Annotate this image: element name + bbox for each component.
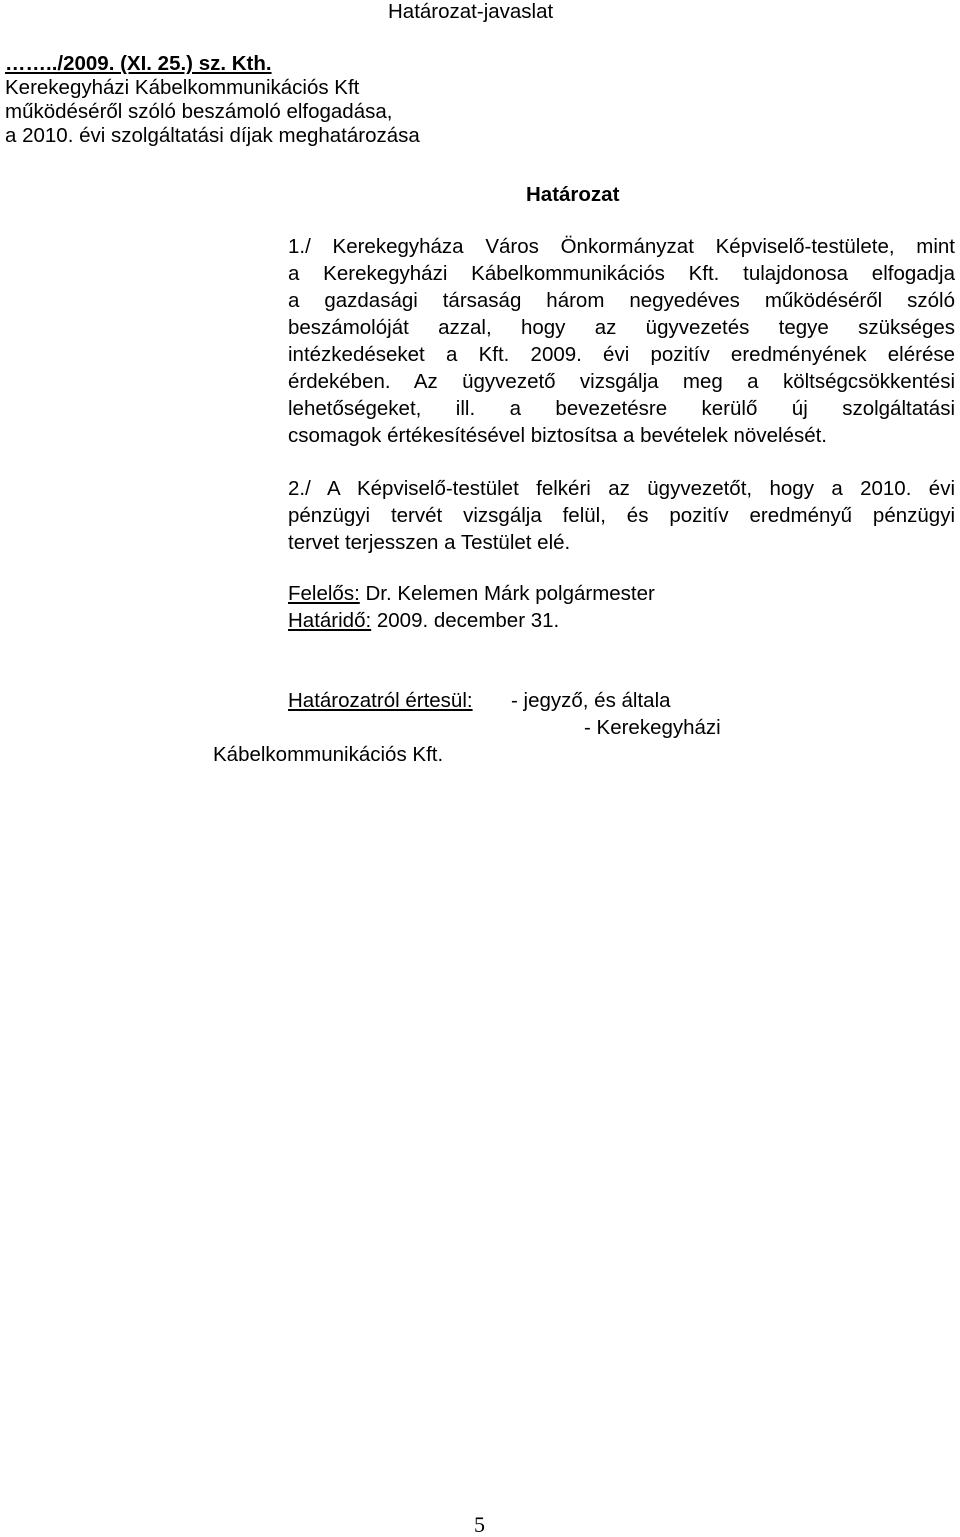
title-line-2: működéséről szóló beszámoló elfogadása, <box>5 100 393 123</box>
deadline-line <box>288 607 559 635</box>
point-1-line: érdekében. Az ügyvezető vizsgálja meg a költségcsökkentési <box>288 370 955 393</box>
point-1-line: intézkedéseket a Kft. 2009. évi pozitív eredményének elérése <box>288 343 955 366</box>
resolution-title-block <box>5 52 420 148</box>
title-line-3: a 2010. évi szolgáltatási díjak meghatározása <box>5 124 420 147</box>
point-1-line: beszámolóját azzal, hogy az ügyvezetés tegye szükséges <box>288 316 955 339</box>
point-1-line: a Kerekegyházi Kábelkommunikációs Kft. tulajdonosa elfogadja <box>288 262 955 285</box>
point-1-line: a gazdasági társaság három negyedéves működéséről szóló <box>288 289 955 312</box>
title-line-1: Kerekegyházi Kábelkommunikációs Kft <box>5 76 360 99</box>
notification-recipient-1: - jegyző, és általa <box>511 689 671 712</box>
resolution-point-1 <box>288 233 955 449</box>
resolution-number: ……../2009. (XI. 25.) sz. Kth. <box>5 52 272 75</box>
responsible-label: Felelős: <box>288 582 360 605</box>
point-2-line: tervet terjesszen a Testület elé. <box>288 531 571 554</box>
responsible-value: Dr. Kelemen Márk polgármester <box>359 582 655 605</box>
deadline-value: 2009. december 31. <box>371 609 560 632</box>
deadline-label: Határidő: <box>288 609 372 632</box>
point-2-line: 2./ A Képviselő-testület felkéri az ügyvezetőt, hogy a 2010. évi <box>288 477 955 500</box>
point-1-line: lehetőségeket, ill. a bevezetésre kerülő új szolgáltatási <box>288 397 955 420</box>
notification-label: Határozatról értesül: <box>288 689 473 712</box>
page-number: 5 <box>474 1512 485 1537</box>
point-1-line: csomagok értékesítésével biztosítsa a bevételek növelését. <box>288 424 827 447</box>
point-2-line: pénzügyi tervét vizsgálja felül, és pozitív eredményű pénzügyi <box>288 504 955 527</box>
resolution-point-2 <box>288 475 955 556</box>
responsible-line <box>288 580 655 608</box>
point-1-line: 1./ Kerekegyháza Város Önkormányzat Képviselő-testülete, mint <box>288 235 955 258</box>
resolution-heading: Határozat <box>526 183 620 206</box>
notification-recipient-2: - Kerekegyházi <box>584 716 721 739</box>
notification-recipient-2-continued: Kábelkommunikációs Kft. <box>213 743 444 766</box>
document-type-label: Határozat-javaslat <box>388 0 554 23</box>
